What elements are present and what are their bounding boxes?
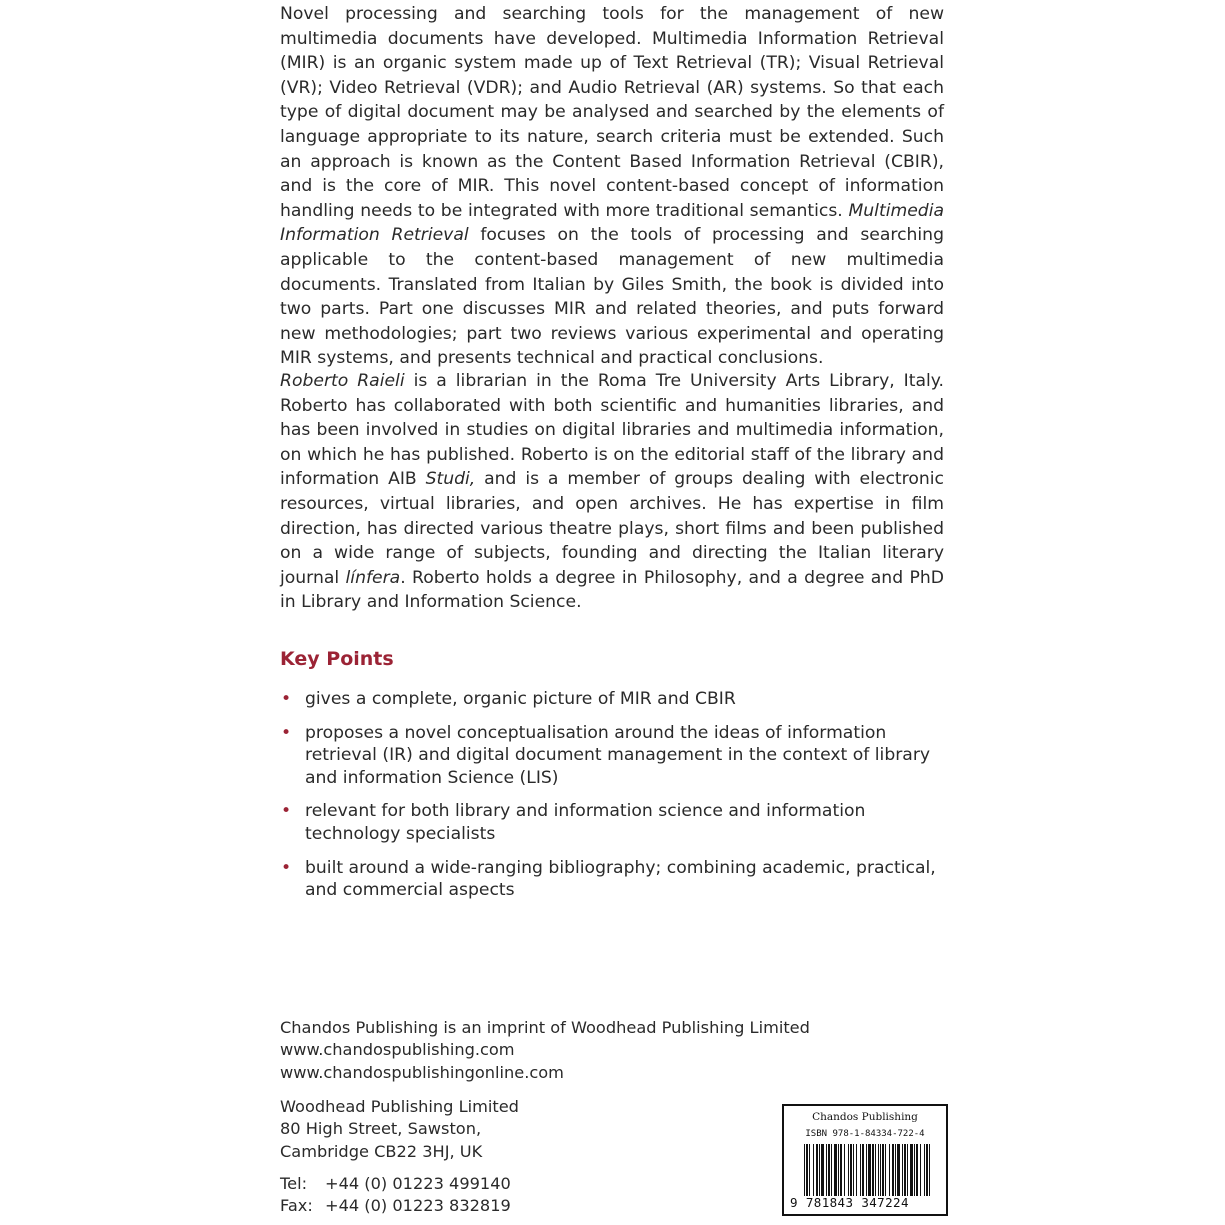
book-title: Multimedia Information Retrieval [280,200,944,246]
barcode-bar [809,1144,810,1196]
key-point-item [280,800,944,845]
barcode-bar [834,1144,837,1196]
key-point-text: relevant for both library and information science and information technology specialists [305,801,866,844]
tel-label: Tel: [280,1174,308,1193]
description-text-part1: Novel processing and searching tools for the management of new multimedia documents have developed. Multimedia Information Retrieval (MIR) is an organic system made up of Text Retrieval (TR); Visual Retrieval (VR); Video Retrieval (VDR); and Audio Retrieval (AR) systems. So that each type of digital document may be analysed and searched by the elements of language appropriate to its nature, search criteria must be extended. Such an approach is known as the Content Based Information Retrieval (CBIR), and is the core of MIR. This novel content-based concept of information handling needs to be integrated with more traditional semantics. [280,4,944,221]
bullet-icon: • [281,689,292,709]
isbn-barcode [782,1104,948,1216]
barcode-bar [914,1144,915,1196]
journal-name-linfera: línfera [345,567,401,588]
publisher-name: Woodhead Publishing Limited [280,1097,519,1116]
barcode-bar [875,1144,876,1196]
fax-row [280,1195,511,1217]
barcode-bar [920,1144,921,1196]
barcode-bar [850,1144,852,1196]
barcode-bar [856,1144,857,1196]
barcode-bar [868,1144,871,1196]
barcode-bar [804,1144,805,1196]
key-point-text: built around a wide-ranging bibliography; combining academic, practical, and commercial aspects [305,857,936,901]
barcode-isbn: ISBN 978-1-84334-722-4 [805,1129,925,1139]
bio-text-part3: . Roberto holds a degree in Philosophy, and a degree and PhD in Library and Information Science. [280,567,944,613]
barcode-bar [910,1144,913,1196]
bullet-icon: • [281,801,292,822]
barcode-bar [840,1144,842,1196]
barcode-bar [907,1144,908,1196]
barcode-bar [916,1144,918,1196]
barcode-bar [880,1144,881,1196]
barcode-bar [866,1144,867,1196]
barcode-bar [862,1144,864,1196]
city-postcode: Cambridge CB22 3HJ, UK [280,1141,483,1161]
barcode-bars-icon [804,1144,930,1196]
description-paragraph [280,2,944,371]
barcode-bar [929,1144,930,1196]
barcode-bar [821,1144,824,1196]
key-points-list [280,688,944,913]
barcode-bar [860,1144,861,1196]
website-link: www.chandospublishing.com [280,1040,515,1060]
website-online-link: www.chandospublishingonline.com [280,1062,564,1082]
barcode-bar [853,1144,854,1196]
barcode-bar [838,1144,839,1196]
imprint-block [280,1017,810,1084]
barcode-bar [882,1144,884,1196]
barcode-bar [848,1144,849,1196]
bio-text-part1: is a librarian in the Roma Tre University Arts Library, Italy. Roberto has collaborated with both scientific and humanities libraries, and has been involved in studies on digital libraries and multimedia information, on which he has published. Roberto is on the editorial staff of the library and information AIB [280,371,944,490]
key-point-item [280,857,944,902]
tel-value: +44 (0) 01223 499140 [325,1174,511,1193]
barcode-bar [902,1144,903,1196]
barcode-bar [892,1144,894,1196]
description-text-part2: focuses on the tools of processing and searching applicable to the content-based management of new multimedia documents. Translated from Italian by Giles Smith, the book is divided into two parts. Part one discusses MIR and related theories, and puts forward new methodologies; part two reviews various experimental and operating MIR systems, and presents technical and practical conclusions. [280,225,944,369]
key-point-text: proposes a novel conceptualisation around the ideas of information retrieval (IR) and digital document management in the context of library and information Science (LIS) [305,722,931,788]
imprint-statement: Chandos Publishing is an imprint of Woodhead Publishing Limited [280,1018,810,1037]
barcode-bar [897,1144,900,1196]
bio-text-part2: and is a member of groups dealing with electronic resources, virtual libraries, and open archives. He has expertise in film direction, has directed various theatre plays, short films and been published on a wide range of subjects, founding and directing the Italian literary journal [280,469,944,588]
barcode-bar [816,1144,818,1196]
contact-block [280,1173,511,1218]
barcode-bar [813,1144,814,1196]
barcode-bar [895,1144,896,1196]
barcode-bar [826,1144,827,1196]
barcode-bar [885,1144,886,1196]
key-point-text: gives a complete, organic picture of MIR and CBIR [305,689,736,709]
telephone-row [280,1173,511,1195]
barcode-bar [924,1144,925,1196]
author-bio [280,369,944,615]
barcode-bar [831,1144,832,1196]
barcode-bar [878,1144,879,1196]
barcode-bar [926,1144,928,1196]
key-points-heading: Key Points [280,648,394,670]
journal-name-studi: Studi, [425,469,476,490]
bullet-icon: • [281,722,292,743]
publisher-address [280,1096,519,1163]
fax-label: Fax: [280,1196,313,1216]
barcode-bar [819,1144,820,1196]
bullet-icon: • [281,857,292,878]
key-point-item [280,722,944,790]
book-description [280,2,944,371]
barcode-bar [806,1144,808,1196]
barcode-digits: 9 781843 347224 [790,1195,909,1210]
barcode-bar [828,1144,830,1196]
bio-paragraph [280,369,944,615]
barcode-publisher: Chandos Publishing [812,1111,918,1123]
fax-value: +44 (0) 01223 832819 [325,1196,511,1216]
author-name: Roberto Raieli [280,371,405,391]
street-address: 80 High Street, Sawston, [280,1119,482,1139]
barcode-bar [904,1144,906,1196]
barcode-bar [889,1144,890,1196]
barcode-bar [844,1144,845,1196]
barcode-bar [872,1144,874,1196]
key-point-item [280,688,944,711]
